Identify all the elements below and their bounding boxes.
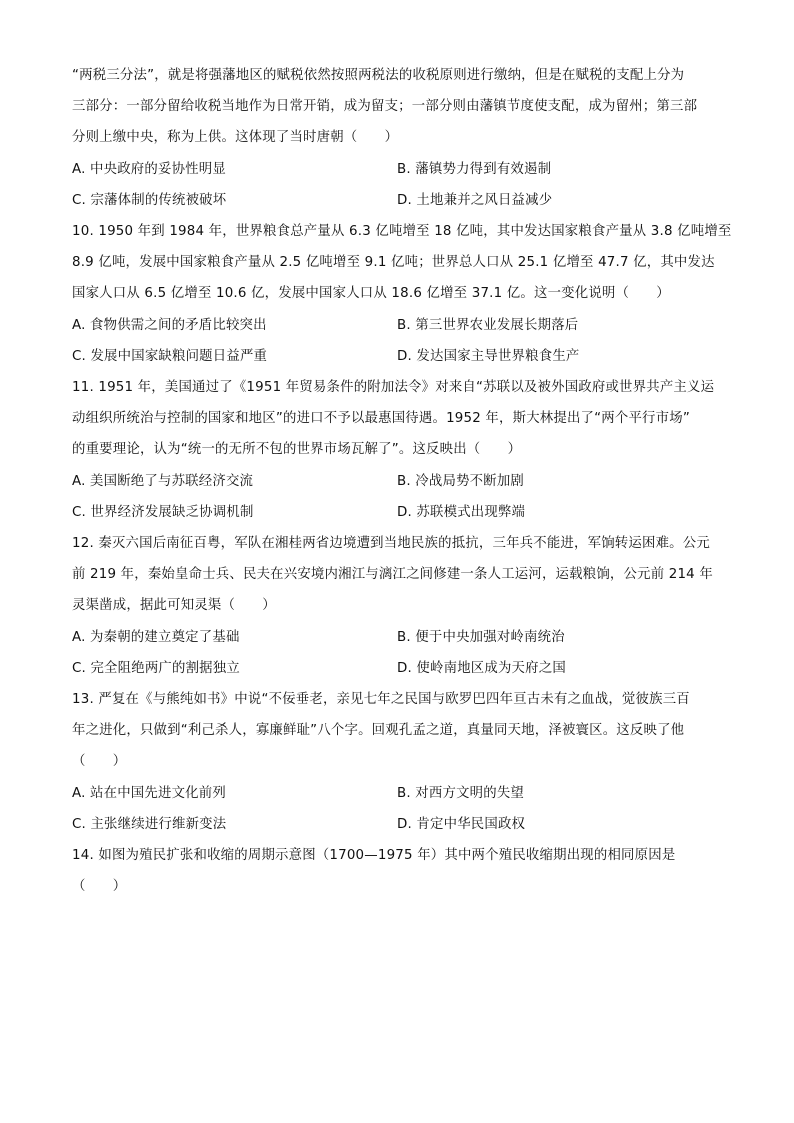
question-11-option-d: D. 苏联模式出现弊端: [397, 505, 526, 520]
question-11-option-a: A. 美国断绝了与苏联经济交流: [72, 474, 254, 489]
question-11-line-2: 动组织所统治与控制的国家和地区”的进口不予以最惠国待遇。1952 年，斯大林提出了“两个平行市场”: [72, 411, 690, 426]
question-10-line-3: 国家人口从 6.5 亿增至 10.6 亿，发展中国家人口从 18.6 亿增至 37.1 亿。这一变化说明（ ）: [72, 286, 670, 301]
question-11-line-1: 11. 1951 年，美国通过了《1951 年贸易条件的附加法令》对来自“苏联以及被外国政府或世界共产主义运: [72, 380, 715, 395]
question-12-option-c: C. 完全阻绝两广的割据独立: [72, 661, 240, 676]
question-12-line-1: 12. 秦灭六国后南征百粤，军队在湘桂两省边境遭到当地民族的抵抗，三年兵不能进，军饷转运困难。公元: [72, 536, 710, 551]
question-14-line-2: （ ）: [72, 879, 127, 894]
question-9-line-1: “两税三分法”，就是将强藩地区的赋税依然按照两税法的收税原则进行缴纳，但是在赋税的支配上分为: [72, 68, 685, 83]
question-12-option-d: D. 使岭南地区成为天府之国: [397, 661, 566, 676]
question-9-option-a: A. 中央政府的妥协性明显: [72, 162, 226, 177]
question-10-option-b: B. 第三世界农业发展长期落后: [397, 318, 579, 333]
question-9-option-b: B. 藩镇势力得到有效遏制: [397, 162, 552, 177]
question-12-line-2: 前 219 年，秦始皇命士兵、民夫在兴安境内湘江与漓江之间修建一条人工运河，运载粮饷，公元前 214 年: [72, 567, 713, 582]
question-12-option-b: B. 便于中央加强对岭南统治: [397, 630, 565, 645]
question-10-option-a: A. 食物供需之间的矛盾比较突出: [72, 318, 267, 333]
question-10-line-1: 10. 1950 年到 1984 年，世界粮食总产量从 6.3 亿吨增至 18 亿吨，其中发达国家粮食产量从 3.8 亿吨增至: [72, 224, 732, 239]
question-13-line-1: 13. 严复在《与熊纯如书》中说“不佞垂老，亲见七年之民国与欧罗巴四年亘古未有之血战，觉彼族三百: [72, 692, 690, 707]
question-9-line-3: 分则上缴中央，称为上供。这体现了当时唐朝（ ）: [72, 130, 399, 145]
question-11-line-3: 的重要理论，认为“统一的无所不包的世界市场瓦解了”。这反映出（ ）: [72, 442, 522, 457]
question-13-line-3: （ ）: [72, 754, 127, 769]
question-11-option-b: B. 冷战局势不断加剧: [397, 474, 525, 489]
question-9-option-d: D. 土地兼并之风日益减少: [397, 193, 553, 208]
question-13-option-b: B. 对西方文明的失望: [397, 786, 525, 801]
question-11-option-c: C. 世界经济发展缺乏协调机制: [72, 505, 254, 520]
question-12-option-a: A. 为秦朝的建立奠定了基础: [72, 630, 240, 645]
question-13-option-c: C. 主张继续进行维新变法: [72, 817, 227, 832]
question-12-line-3: 灵渠凿成，据此可知灵渠（ ）: [72, 598, 276, 613]
question-9-line-2: 三部分：一部分留给收税当地作为日常开销，成为留支；一部分则由藩镇节度使支配，成为留州；第三部: [72, 99, 698, 114]
question-13-line-2: 年之进化，只做到“利己杀人，寡廉鲜耻”八个字。回观孔孟之道，真量同天地，泽被寰区。这反映了他: [72, 723, 685, 738]
question-10-option-c: C. 发展中国家缺粮问题日益严重: [72, 349, 268, 364]
question-10-line-2: 8.9 亿吨，发展中国家粮食产量从 2.5 亿吨增至 9.1 亿吨；世界总人口从 25.1 亿增至 47.7 亿，其中发达: [72, 255, 715, 270]
question-14-line-1: 14. 如图为殖民扩张和收缩的周期示意图（1700—1975 年）其中两个殖民收缩期出现的相同原因是: [72, 848, 676, 863]
question-13-option-d: D. 肯定中华民国政权: [397, 817, 526, 832]
question-10-option-d: D. 发达国家主导世界粮食生产: [397, 349, 580, 364]
question-9-option-c: C. 宗藩体制的传统被破坏: [72, 193, 227, 208]
question-13-option-a: A. 站在中国先进文化前列: [72, 786, 226, 801]
